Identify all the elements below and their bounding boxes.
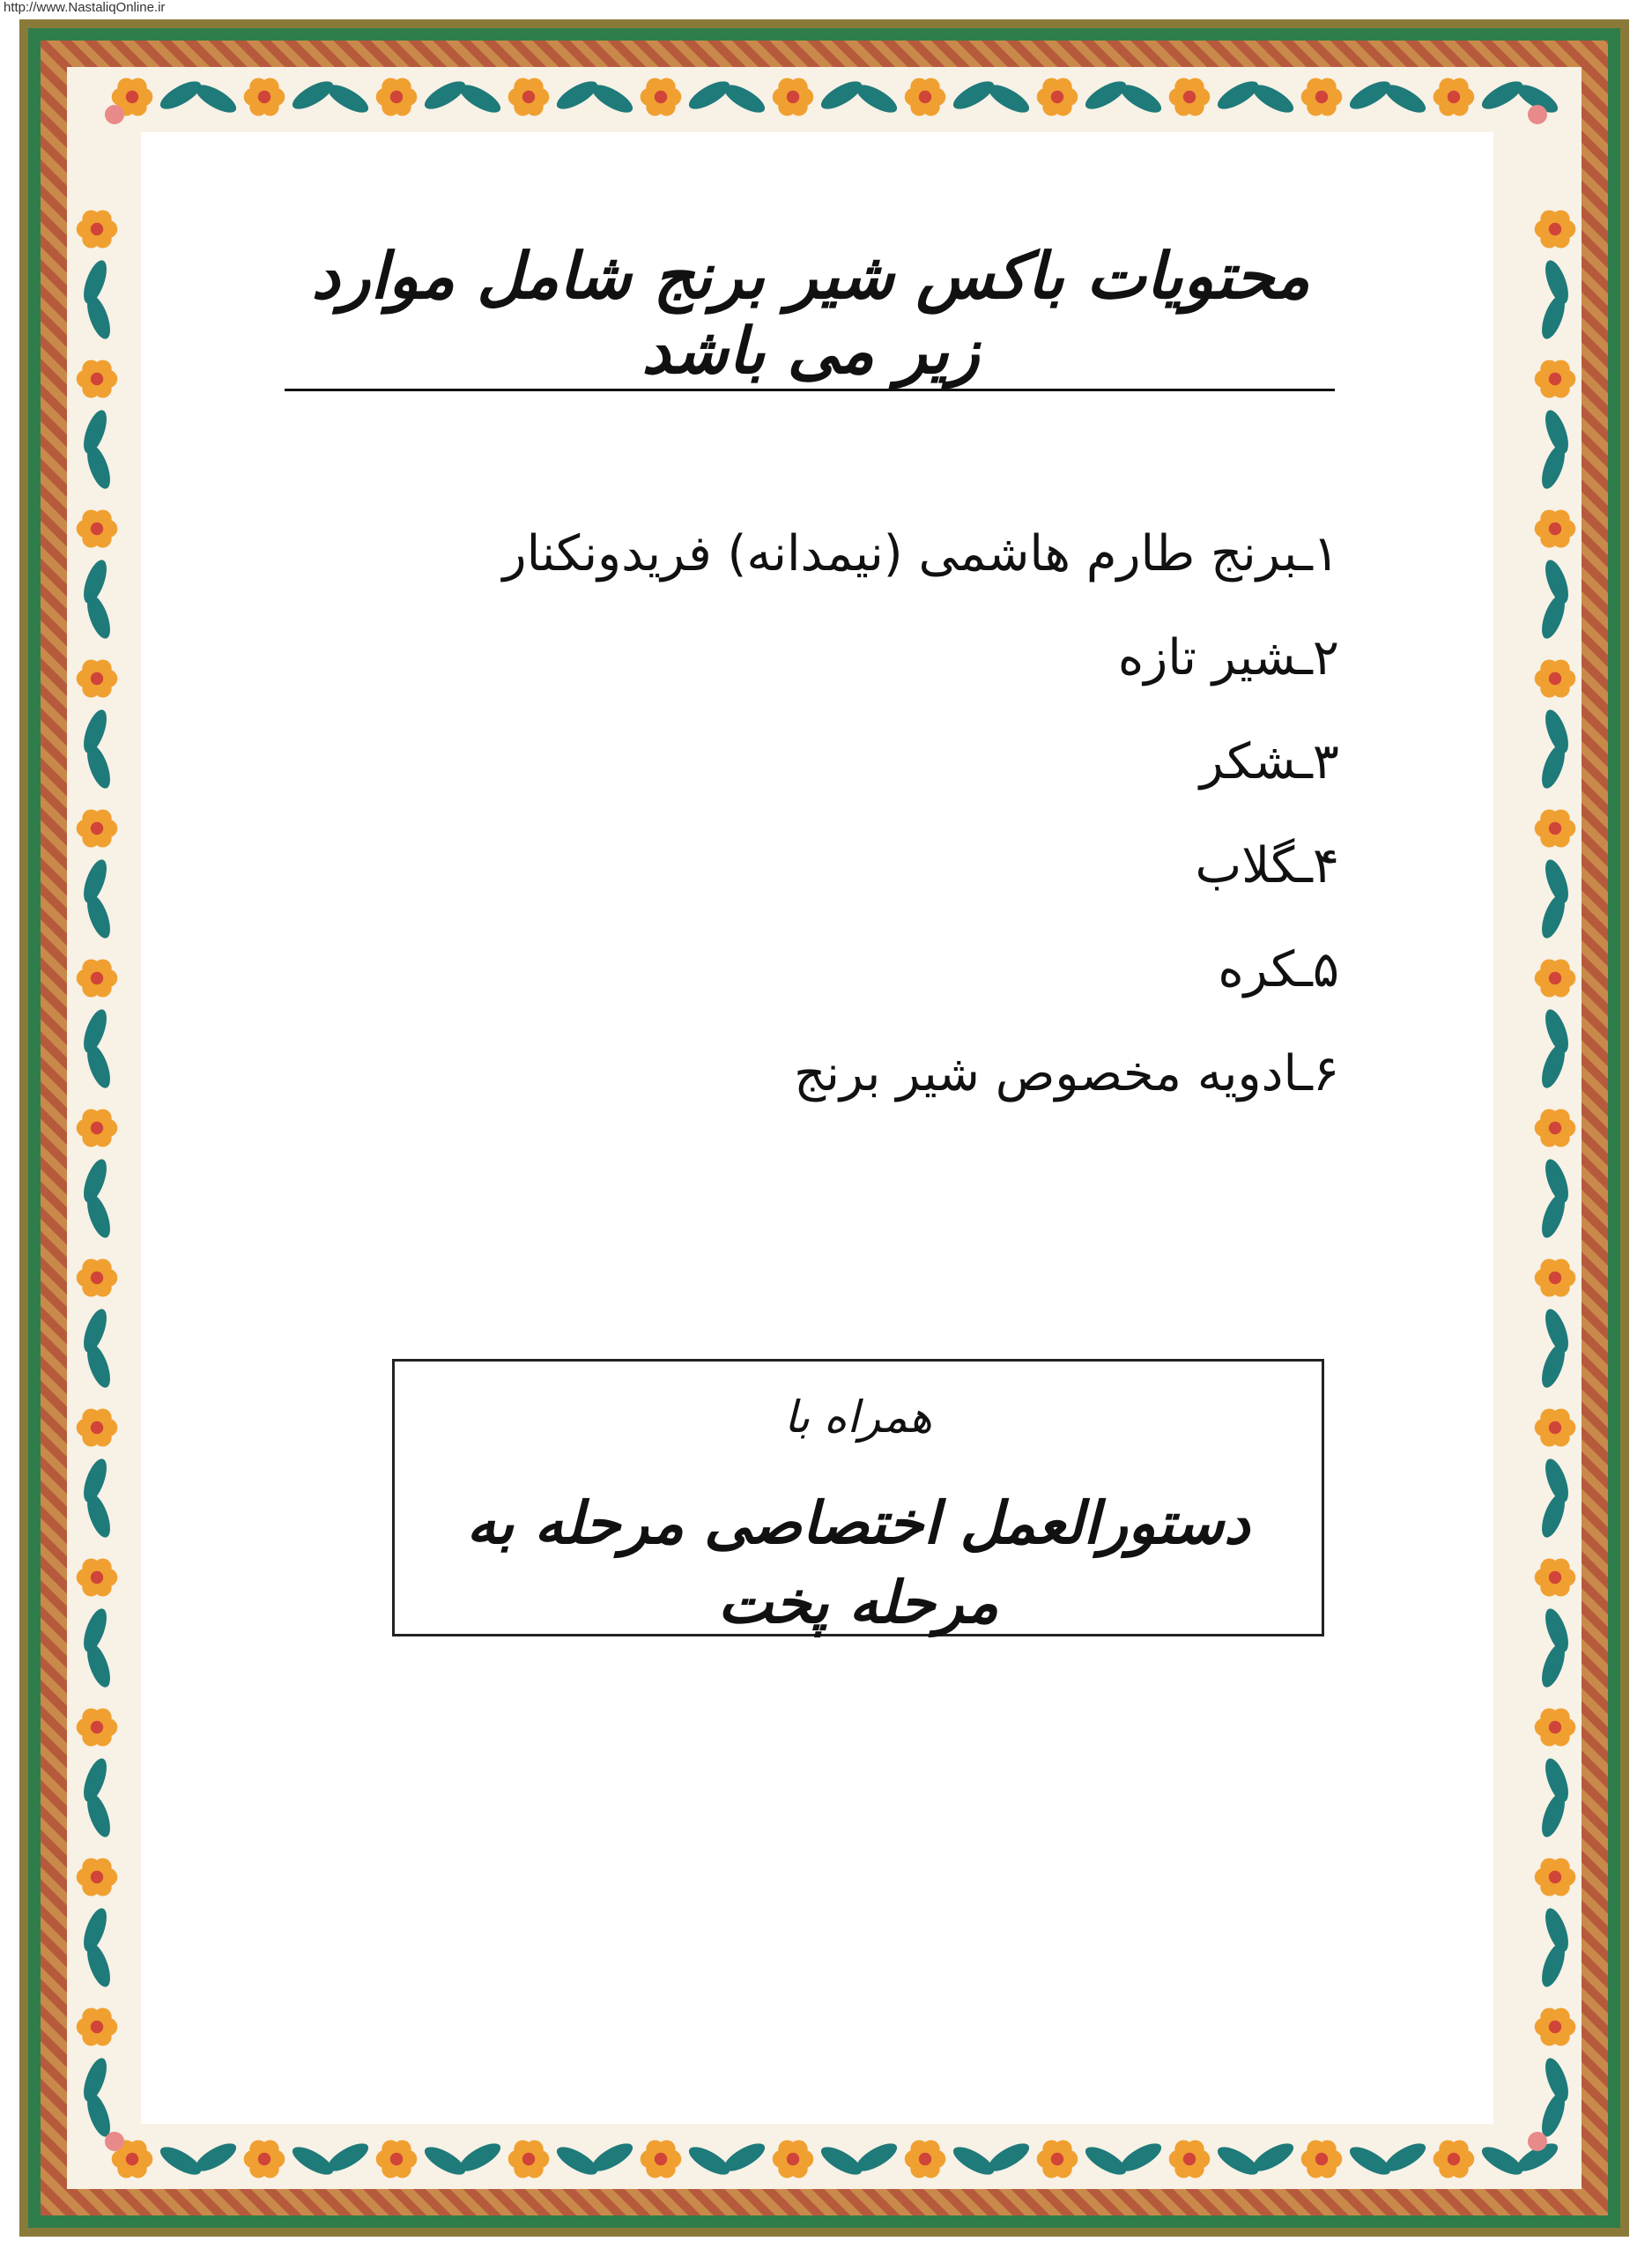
flower-icon [773,2140,814,2178]
leaf-icon [288,76,337,114]
leaf-icon [949,2141,997,2179]
leaf-icon [156,76,204,114]
flower-icon [1433,2140,1475,2178]
flower-icon [77,1858,118,1896]
flower-icon [1169,2140,1211,2178]
flower-icon [77,659,118,697]
bud-icon [1528,105,1547,124]
leaf-icon [420,76,469,114]
list-item: ۳ـشکر [1199,733,1339,790]
leaf-icon [685,2141,733,2179]
leaf-icon [720,2138,768,2176]
flower-icon [1535,659,1576,697]
bud-icon [1528,2132,1547,2151]
leaf-icon [552,76,601,114]
flower-icon [77,1708,118,1746]
recipe-notice-line1: همراه با [784,1391,932,1443]
leaf-icon [191,2138,240,2176]
leaf-icon [1213,2141,1262,2179]
flower-icon [1535,360,1576,397]
list-item: ۶ـادویه مخصوص شیر برنج [794,1045,1339,1102]
leaf-icon [1248,79,1297,117]
leaf-icon [420,2141,469,2179]
leaf-icon [1248,2138,1297,2176]
flower-icon [1169,78,1211,115]
flower-icon [1535,1708,1576,1746]
flower-icon [1535,1109,1576,1147]
leaf-icon [323,79,372,117]
flower-icon [1535,1408,1576,1446]
flower-icon [1301,2140,1343,2178]
leaf-icon [552,2141,601,2179]
leaf-icon [1381,79,1429,117]
flower-icon [905,78,946,115]
leaf-icon [817,76,865,114]
leaf-icon [1081,76,1130,114]
leaf-icon [588,2138,636,2176]
flower-icon [77,959,118,997]
leaf-icon [1345,2141,1394,2179]
flower-icon [1433,78,1475,115]
flower-icon [1535,959,1576,997]
flower-icon [508,2140,550,2178]
leaf-icon [1116,2138,1165,2176]
flower-icon [77,1258,118,1296]
list-item: ۴ـگلاب [1195,837,1339,894]
leaf-icon [984,2138,1033,2176]
bud-icon [105,105,124,124]
flower-icon [77,360,118,397]
flower-icon [905,2140,946,2178]
leaf-icon [456,79,504,117]
leaf-icon [852,2138,900,2176]
flower-icon [1037,2140,1078,2178]
contents-list [503,502,1339,1126]
flower-icon [376,2140,418,2178]
flower-icon [77,509,118,547]
leaf-icon [817,2141,865,2179]
leaf-icon [949,76,997,114]
list-item: ۱ـبرنج طارم هاشمی (نیمدانه) فریدونکنار [502,525,1339,583]
leaf-icon [852,79,900,117]
list-item: ۲ـشیر تازه [1117,629,1339,686]
leaf-icon [156,2141,204,2179]
flower-icon [77,809,118,847]
recipe-notice-box [392,1359,1324,1636]
leaf-icon [984,79,1033,117]
flower-icon [244,78,285,115]
flower-icon [1535,210,1576,248]
leaf-icon [588,79,636,117]
leaf-icon [1213,76,1262,114]
flower-icon [1535,509,1576,547]
flower-icon [77,1408,118,1446]
flower-icon [244,2140,285,2178]
flower-icon [1535,1858,1576,1896]
flower-icon [1535,1558,1576,1596]
flower-icon [508,78,550,115]
recipe-notice-line2: دستورالعمل اختصاصی مرحله به مرحله پخت [466,1488,1250,1636]
leaf-icon [323,2138,372,2176]
leaf-icon [1116,79,1165,117]
leaf-icon [456,2138,504,2176]
leaf-icon [288,2141,337,2179]
page-title: محتویات باکس شیر برنج شامل موارد زیر می باشد [311,238,1310,388]
leaf-icon [685,76,733,114]
title-underline [285,389,1335,391]
leaf-icon [1345,76,1394,114]
flower-icon [77,210,118,248]
leaf-icon [1081,2141,1130,2179]
flower-icon [641,2140,682,2178]
flower-icon [1037,78,1078,115]
flower-icon [1535,1258,1576,1296]
flower-icon [641,78,682,115]
flower-icon [773,78,814,115]
leaf-icon [191,79,240,117]
leaf-icon [1381,2138,1429,2176]
flower-icon [376,78,418,115]
leaf-icon [1478,76,1526,114]
list-item: ۵ـکره [1218,941,1339,998]
leaf-icon [720,79,768,117]
flower-icon [77,2007,118,2045]
leaf-icon [1478,2141,1526,2179]
watermark-url: http://www.NastaliqOnline.ir [4,0,166,15]
flower-icon [77,1109,118,1147]
flower-icon [77,1558,118,1596]
flower-icon [1535,809,1576,847]
content-panel [141,132,1493,2124]
flower-icon [1301,78,1343,115]
bud-icon [105,2132,124,2151]
flower-icon [1535,2007,1576,2045]
